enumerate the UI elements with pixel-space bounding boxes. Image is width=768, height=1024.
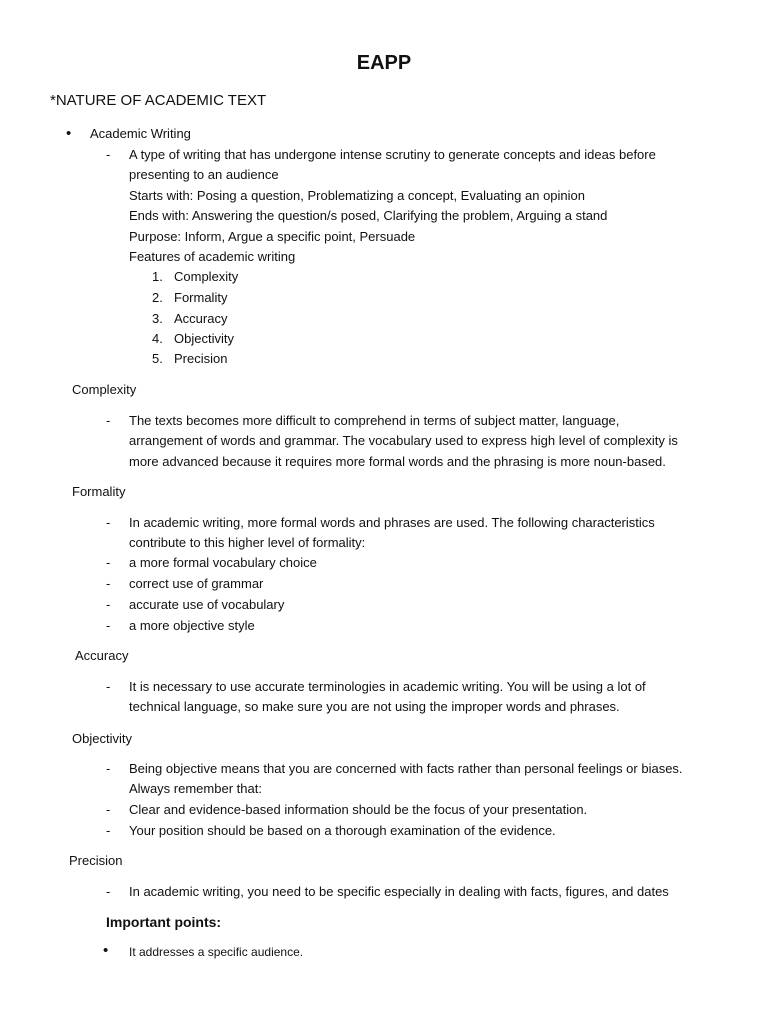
feature-item: Formality xyxy=(174,290,228,305)
formality-text: In academic writing, more formal words and phrases are used. The following characteristics xyxy=(129,515,655,530)
dash-marker: - xyxy=(106,413,111,428)
dash-marker: - xyxy=(106,761,111,776)
formality-item: a more objective style xyxy=(129,618,255,633)
complexity-heading: Complexity xyxy=(72,382,137,397)
dash-marker: - xyxy=(106,618,111,633)
objectivity-text: Being objective means that you are concerned with facts rather than personal feelings or biases. xyxy=(129,761,683,776)
page-title: EAPP xyxy=(356,52,412,74)
important-heading: Important points: xyxy=(106,914,222,930)
section-heading: *NATURE OF ACADEMIC TEXT xyxy=(50,92,267,109)
dash-marker: - xyxy=(106,679,111,694)
starts-with: Starts with: Posing a question, Problematizing a concept, Evaluating an opinion xyxy=(129,188,585,203)
dash-marker: - xyxy=(106,576,111,591)
dash-marker: - xyxy=(106,823,111,838)
feature-item: Accuracy xyxy=(174,311,228,326)
feature-number: 3. xyxy=(152,311,163,326)
complexity-text: arrangement of words and grammar. The vocabulary used to express high level of complexity is xyxy=(129,433,678,448)
feature-item: Precision xyxy=(174,351,228,366)
formality-item: accurate use of vocabulary xyxy=(129,597,285,612)
formality-item: a more formal vocabulary choice xyxy=(129,555,317,570)
purpose: Purpose: Inform, Argue a specific point, Persuade xyxy=(129,229,416,244)
objectivity-text: Always remember that: xyxy=(129,781,262,796)
bullet-icon: • xyxy=(66,125,72,142)
feature-number: 2. xyxy=(152,290,163,305)
objectivity-heading: Objectivity xyxy=(72,731,132,746)
complexity-text: more advanced because it requires more formal words and the phrasing is more noun-based. xyxy=(129,454,666,469)
dash-marker: - xyxy=(106,884,111,899)
formality-text: contribute to this higher level of formality: xyxy=(129,535,366,550)
feature-number: 4. xyxy=(152,331,163,346)
objectivity-item: Your position should be based on a thorough examination of the evidence. xyxy=(129,823,556,838)
formality-heading: Formality xyxy=(72,484,126,499)
feature-number: 5. xyxy=(152,351,163,366)
formality-item: correct use of grammar xyxy=(129,576,264,591)
accuracy-heading: Accuracy xyxy=(75,648,129,663)
dash-marker: - xyxy=(106,515,111,530)
important-point: It addresses a specific audience. xyxy=(129,945,304,959)
ends-with: Ends with: Answering the question/s posed, Clarifying the problem, Arguing a stand xyxy=(129,208,608,223)
bullet-icon: • xyxy=(103,942,109,959)
definition-line: presenting to an audience xyxy=(129,167,279,182)
precision-heading: Precision xyxy=(69,853,123,868)
dash-marker: - xyxy=(106,597,111,612)
definition-line: A type of writing that has undergone intense scrutiny to generate concepts and ideas before xyxy=(129,147,656,162)
academic-writing-label: Academic Writing xyxy=(90,126,191,141)
complexity-text: The texts becomes more difficult to comprehend in terms of subject matter, language, xyxy=(129,413,620,428)
accuracy-text: technical language, so make sure you are not using the improper words and phrases. xyxy=(129,699,620,714)
feature-item: Complexity xyxy=(174,269,239,284)
dash-marker: - xyxy=(106,802,111,817)
feature-item: Objectivity xyxy=(174,331,234,346)
features-label: Features of academic writing xyxy=(129,249,296,264)
dash-marker: - xyxy=(106,147,111,162)
objectivity-item: Clear and evidence-based information should be the focus of your presentation. xyxy=(129,802,588,817)
dash-marker: - xyxy=(106,555,111,570)
feature-number: 1. xyxy=(152,269,163,284)
precision-text: In academic writing, you need to be specific especially in dealing with facts, figures, and dates xyxy=(129,884,669,899)
accuracy-text: It is necessary to use accurate terminologies in academic writing. You will be using a lot of xyxy=(129,679,646,694)
